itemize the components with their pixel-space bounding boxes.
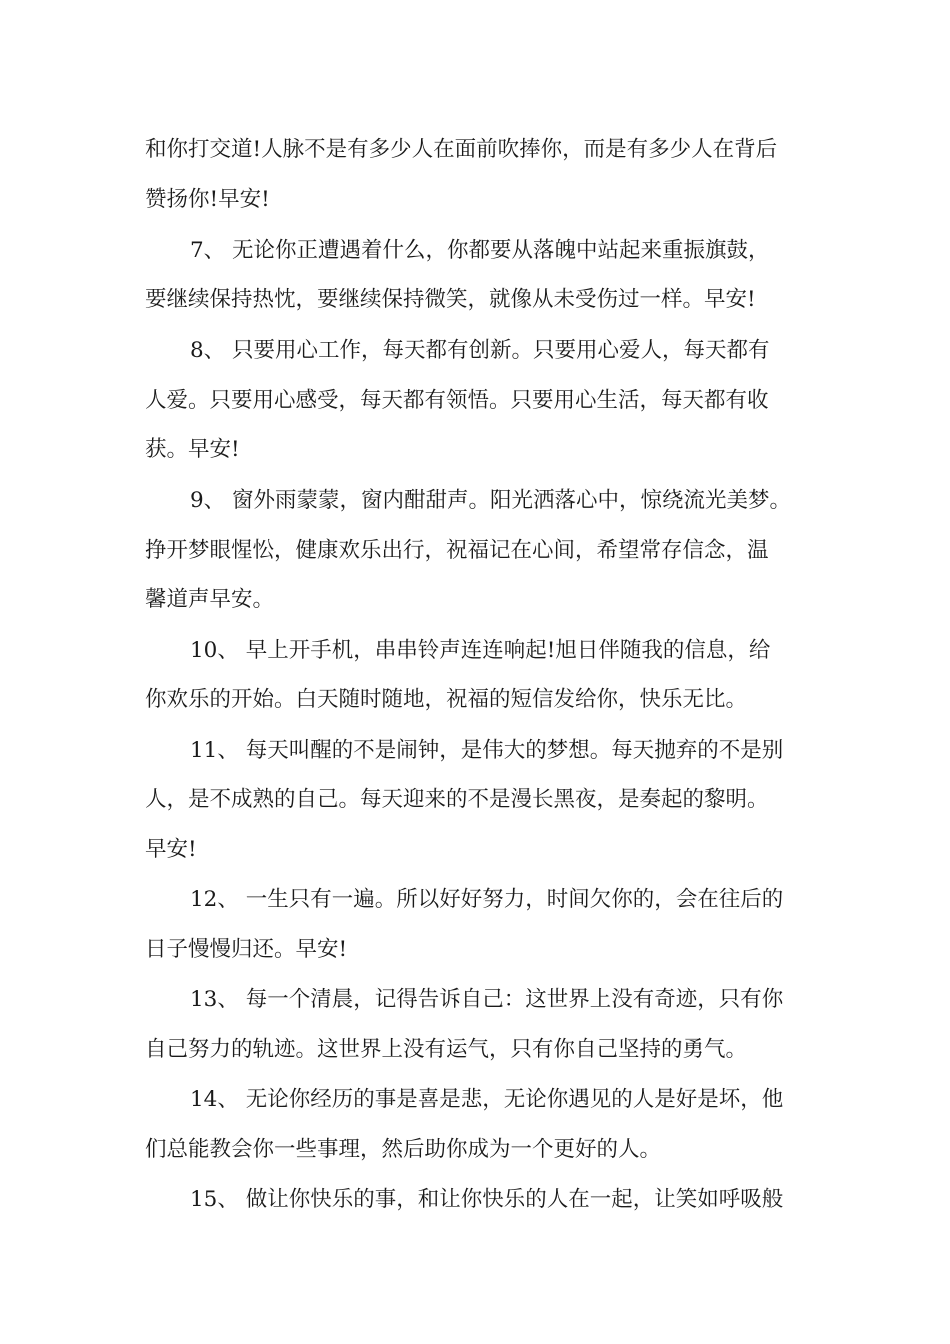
list-item-12-line: 12、 一生只有一遍。所以好好努力，时间欠你的，会在往后的 [190, 887, 784, 912]
text-line: 馨道声早安。 [145, 587, 275, 612]
text-line: 人爱。只要用心感受，每天都有领悟。只要用心生活，每天都有收 [145, 388, 769, 413]
text-line: 们总能教会你一些事理，然后助你成为一个更好的人。 [145, 1137, 662, 1162]
list-item-8-line: 8、 只要用心工作，每天都有创新。只要用心爱人，每天都有 [190, 338, 770, 363]
text-line: 日子慢慢归还。早安! [145, 937, 348, 962]
list-item-7-line: 7、 无论你正遭遇着什么，你都要从落魄中站起来重振旗鼓， [190, 238, 770, 263]
list-item-10-line: 10、 早上开手机，串串铃声连连响起!旭日伴随我的信息，给 [190, 638, 771, 663]
text-line: 要继续保持热忱，要继续保持微笑，就像从未受伤过一样。早安! [145, 287, 756, 312]
list-item-11-line: 11、 每天叫醒的不是闹钟，是伟大的梦想。每天抛弃的不是别 [190, 738, 784, 763]
text-line: 赞扬你!早安! [145, 187, 270, 212]
text-line: 自己努力的轨迹。这世界上没有运气，只有你自己坚持的勇气。 [145, 1037, 748, 1062]
text-line: 早安! [145, 837, 197, 862]
text-line: 和你打交道!人脉不是有多少人在面前吹捧你，而是有多少人在背后 [145, 137, 778, 162]
list-item-14-line: 14、 无论你经历的事是喜是悲，无论你遇见的人是好是坏，他 [190, 1087, 784, 1112]
text-line: 挣开梦眼惺忪，健康欢乐出行，祝福记在心间，希望常存信念，温 [145, 538, 769, 563]
list-item-13-line: 13、 每一个清晨，记得告诉自己：这世界上没有奇迹，只有你 [190, 987, 784, 1012]
text-line: 你欢乐的开始。白天随时随地，祝福的短信发给你，快乐无比。 [145, 687, 748, 712]
list-item-15-line: 15、 做让你快乐的事，和让你快乐的人在一起，让笑如呼吸般 [190, 1187, 784, 1212]
text-line: 人，是不成熟的自己。每天迎来的不是漫长黑夜，是奏起的黎明。 [145, 787, 769, 812]
list-item-9-line: 9、 窗外雨蒙蒙，窗内酣甜声。阳光洒落心中，惊绕流光美梦。 [190, 488, 792, 513]
text-line: 获。早安! [145, 437, 240, 462]
